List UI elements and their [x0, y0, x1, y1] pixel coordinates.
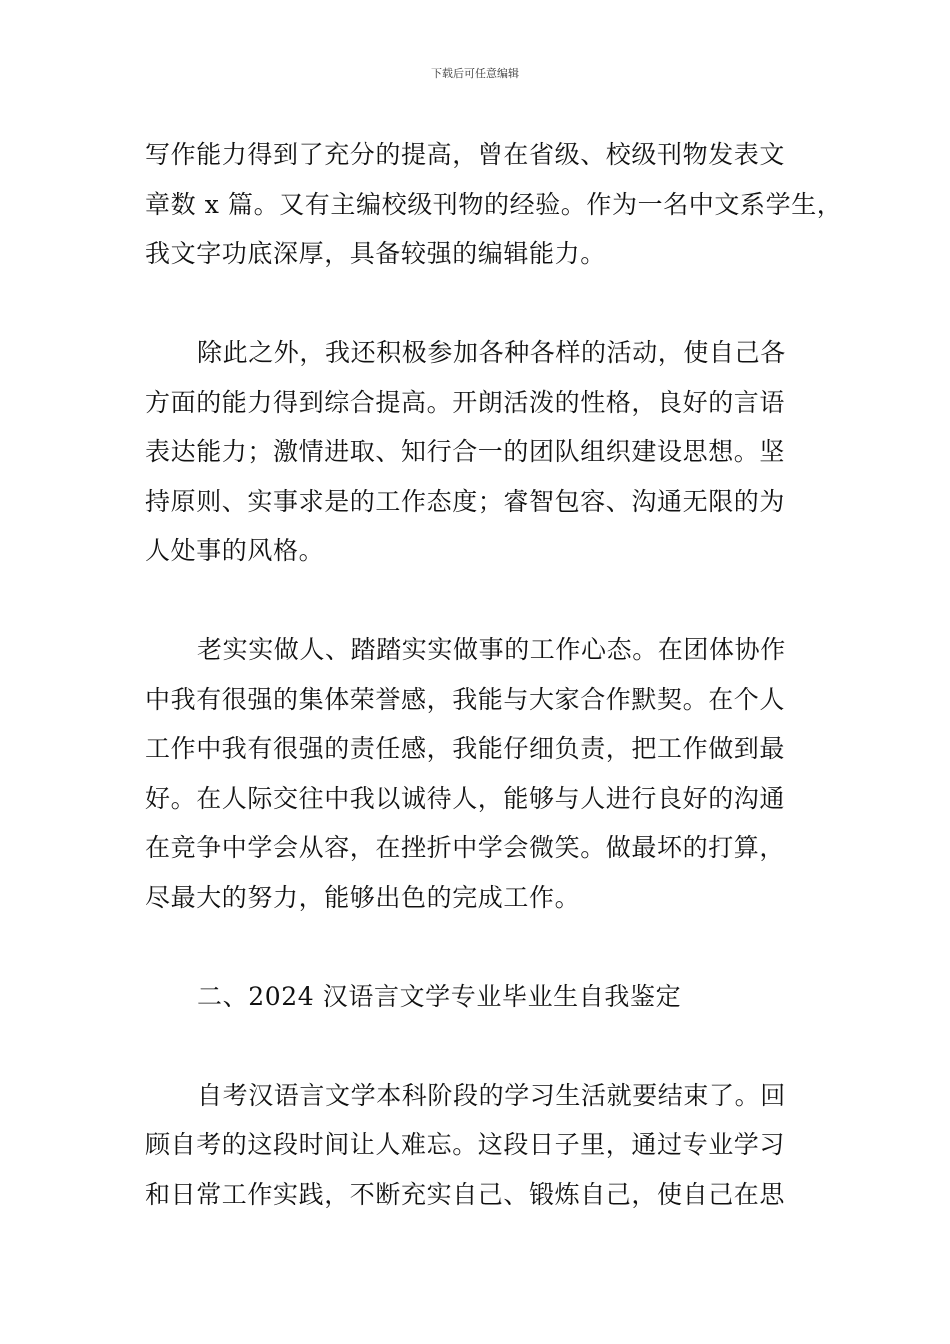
paragraph-2: [145, 328, 815, 576]
text-line: 人处事的风格。: [145, 536, 325, 565]
text-line: 好。在人际交往中我以诚待人，能够与人进行良好的沟通: [145, 783, 786, 813]
text-line: 表达能力；激情进取、知行合一的团队组织建设思想。坚: [145, 437, 786, 466]
text-line: 中我有很强的集体荣誉感，我能与大家合作默契。在个人: [145, 684, 786, 714]
text-line: 老实实做人、踏踏实实做事的工作心态。在团体协作: [197, 635, 786, 664]
paragraph-1: [145, 130, 843, 279]
section-heading-text: 二、2024 汉语言文学专业毕业生自我鉴定: [197, 981, 682, 1011]
text-line: 章数 x 篇。又有主编校级刊物的经验。作为一名中文系学生，: [145, 189, 843, 219]
text-line: 自考汉语言文学本科阶段的学习生活就要结束了。回: [197, 1080, 786, 1110]
text-line: 持原则、实事求是的工作态度；睿智包容、沟通无限的为: [145, 486, 786, 516]
text-line: 和日常工作实践，不断充实自己、锻炼自己，使自己在思: [145, 1179, 786, 1209]
paragraph-5: [145, 1071, 815, 1220]
text-line: 顾自考的这段时间让人难忘。这段日子里，通过专业学习: [145, 1130, 786, 1159]
paragraph-gap: [145, 576, 815, 626]
document-body: [145, 130, 843, 1219]
text-line: 写作能力得到了充分的提高，曾在省级、校级刊物发表文: [145, 140, 786, 169]
paragraph-gap: [145, 1021, 815, 1071]
text-line: 尽最大的努力，能够出色的完成工作。: [145, 882, 581, 912]
text-line: 在竞争中学会从容，在挫折中学会微笑。做最坏的打算，: [145, 833, 786, 862]
paragraph-3: [145, 625, 815, 922]
page-header: 下载后可任意编辑: [431, 67, 519, 80]
text-line: 工作中我有很强的责任感，我能仔细负责，把工作做到最: [145, 734, 786, 763]
paragraph-gap: [145, 279, 815, 329]
text-line: 我文字功底深厚，具备较强的编辑能力。: [145, 239, 606, 268]
paragraph-gap: [145, 922, 815, 972]
text-line: 方面的能力得到综合提高。开朗活泼的性格，良好的言语: [145, 387, 786, 417]
section-heading: [145, 972, 815, 1022]
text-line: 除此之外，我还积极参加各种各样的活动，使自己各: [197, 338, 786, 367]
